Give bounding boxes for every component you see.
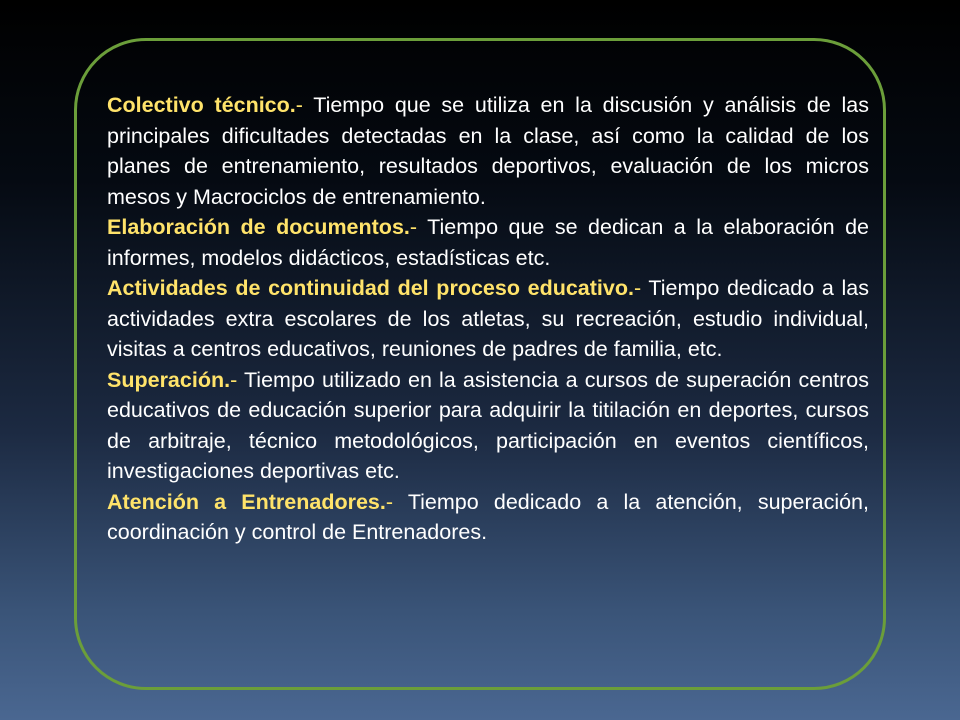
term-separator: - [633,276,642,300]
paragraph-superacion [107,365,869,487]
term-separator: - [230,367,238,392]
paragraph-text: Tiempo utilizado en la asistencia a cursos de superación centros educativos de educación superior para adquirir la titilación en deportes, cursos de arbitraje, técnico metodológicos, participación en eventos científicos, investigaciones deportivas etc. [107,367,869,483]
term-label: Superación. [107,367,231,392]
paragraph-text: Tiempo dedicado a la atención, superación, coordinación y control de Entrenadores. [107,489,869,544]
paragraph-elaboracion-documentos [107,212,869,273]
paragraph-atencion-entrenadores [107,487,869,548]
paragraph-text: Tiempo dedicado a las actividades extra escolares de los atletas, su recreación, estudio individual, visitas a centros educativos, reuniones de padres de familia, etc. [107,276,869,361]
paragraph-colectivo-tecnico [107,90,869,212]
term-label: Atención a Entrenadores. [107,489,386,514]
paragraph-text: Tiempo que se utiliza en la discusión y análisis de las principales dificultades detectadas en la clase, así como la calidad de los planes de entrenamiento, resultados deportivos, evaluación de los micros mesos y Macrociclos de entrenamiento. [107,93,869,209]
slide-content [107,90,869,548]
term-separator: - [295,93,303,117]
term-separator: - [385,489,394,514]
term-label: Elaboración de documentos. [107,215,410,239]
term-label: Colectivo técnico. [107,93,296,117]
term-label: Actividades de continuidad del proceso educativo. [107,276,634,300]
paragraph-text: Tiempo que se dedican a la elaboración de informes, modelos didácticos, estadísticas etc. [107,215,869,270]
paragraph-actividades-continuidad [107,273,869,365]
term-separator: - [409,215,418,239]
